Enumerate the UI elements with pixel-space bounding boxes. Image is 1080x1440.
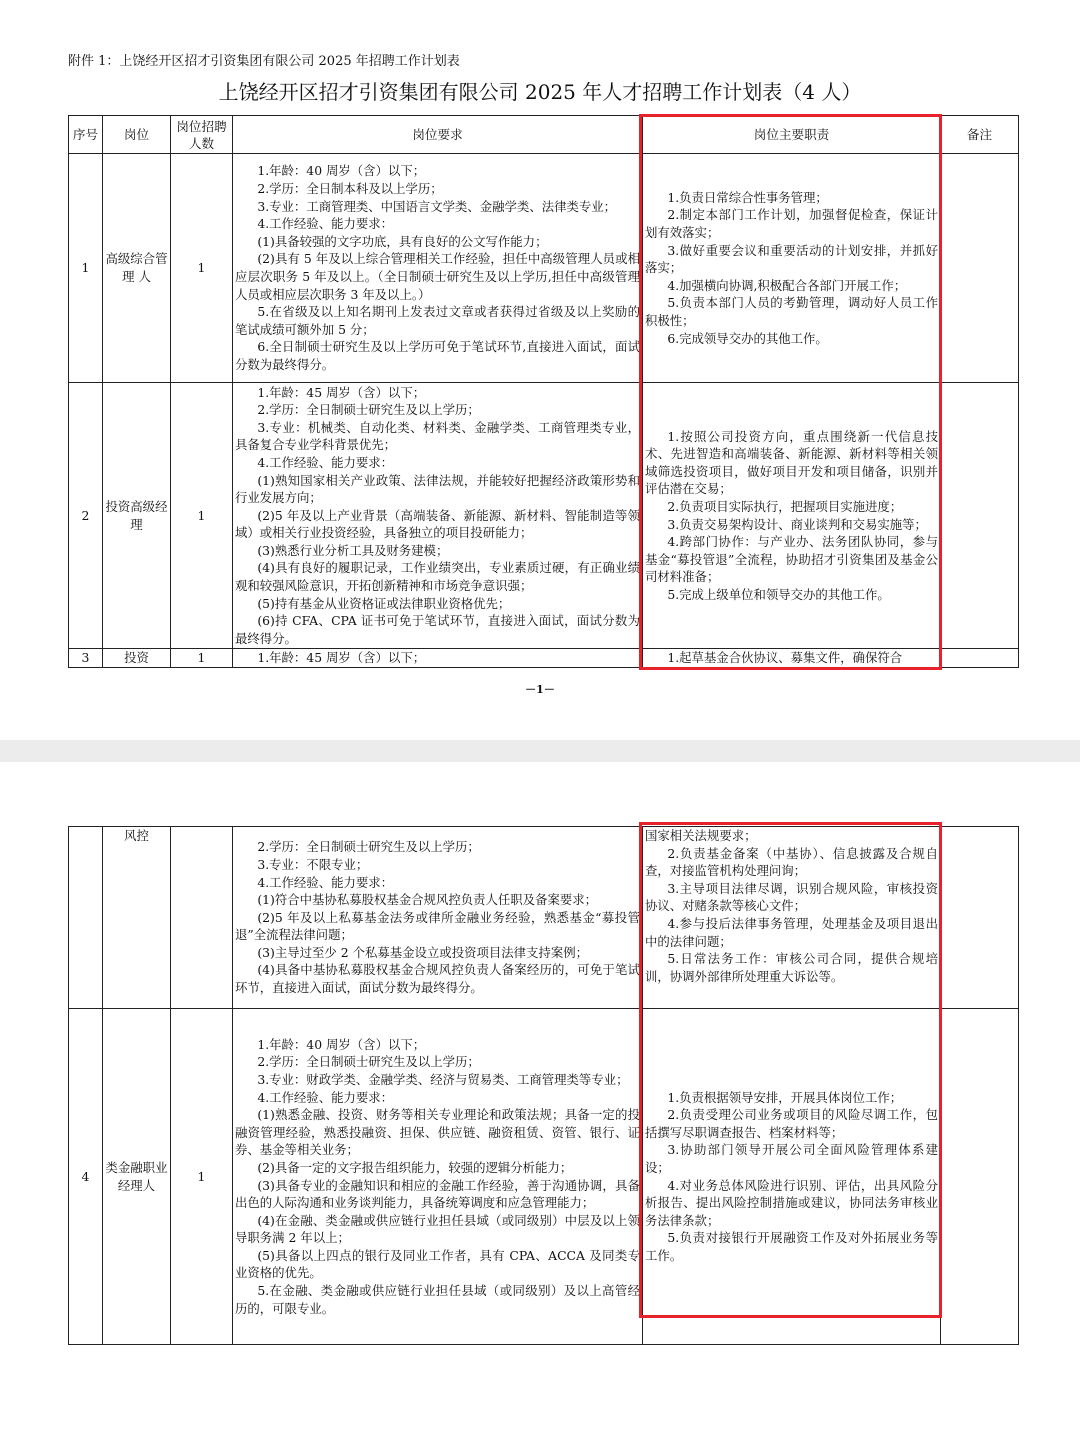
row-remarks (941, 154, 1019, 383)
header-duties: 岗位主要职责 (643, 116, 941, 154)
table-row (69, 154, 1019, 383)
requirement-line: (2)5 年及以上产业背景（高端装备、新能源、新材料、智能制造等领域）或相关行业投资经验，具备独立的项目投研能力； (235, 507, 640, 541)
page-number: －1－ (525, 683, 555, 696)
recruitment-table-page-2 (68, 826, 1019, 1345)
duty-line: 4.参与投后法律事务管理，处理基金及项目退出中的法律问题； (645, 915, 938, 949)
duty-line: 1.负责日常综合性事务管理； (667, 189, 828, 205)
duty-line: 3.主导项目法律尽调，识别合规风险，审核投资协议、对赌条款等核心文件； (645, 880, 938, 914)
header-requirements: 岗位要求 (233, 116, 643, 154)
duty-line: 1.负责根据领导安排，开展具体岗位工作； (667, 1089, 903, 1105)
row-post: 类金融职业经理人 (103, 1009, 171, 1345)
row-remarks (941, 649, 1019, 668)
requirement-line: (2)具备一定的文字报告组织能力，较强的逻辑分析能力； (257, 1159, 573, 1175)
row-seq (69, 827, 103, 1009)
requirement-line: (1)熟知国家相关产业政策、法律法规，并能较好把握经济政策形势和行业发展方向； (235, 472, 640, 506)
row-duties (643, 383, 941, 649)
table-row (69, 1009, 1019, 1345)
requirement-line: (4)具有良好的履职记录，工作业绩突出，专业素质过硬，有正确业绩观和较强风险意识，开拓创新精神和市场竞争意识强； (235, 560, 640, 594)
document-title: 上饶经开区招才引资集团有限公司 2025 年人才招聘工作计划表（4 人） (218, 80, 862, 104)
duty-line: 5.负责本部门人员的考勤管理，调动好人员工作积极性； (645, 295, 938, 328)
row-post: 投资高级经理 (103, 383, 171, 649)
duty-line: 2.负责基金备案（中基协）、信息披露及合规自查，对接监管机构处理问询； (645, 845, 938, 879)
row-count: 1 (171, 383, 233, 649)
requirement-line: 3.专业：机械类、自动化类、材料类、金融学类、工商管理类专业，具备复合专业学科背景优先； (235, 419, 640, 453)
duty-line: 3.负责交易架构设计、商业谈判和交易实施等； (667, 516, 927, 532)
row-duties (643, 827, 941, 1009)
requirement-line: 4.工作经验、能力要求： (257, 454, 394, 470)
requirement-line: (2)5 年及以上私募基金法务或律所金融业务经验，熟悉基金“募投管退”全流程法律问题； (235, 909, 640, 943)
requirement-line: 3.专业：财政学类、金融学类、经济与贸易类、工商管理类等专业； (257, 1071, 629, 1087)
duty-line: 2.负责受理公司业务或项目的风险尽调工作，包括撰写尽职调查报告、档案材料等； (645, 1107, 938, 1140)
document-page-2 (0, 762, 1080, 1440)
requirement-line: (1)符合中基协私募股权基金合规风控负责人任职及备案要求； (257, 892, 598, 908)
requirement-line: 2.学历：全日制本科及以上学历； (257, 181, 443, 197)
requirement-line: (3)具备专业的金融知识和相应的金融工作经验，善于沟通协调，具备出色的人际沟通和业务谈判能力，具备统筹调度和应急管理能力； (235, 1177, 640, 1211)
table-row (69, 649, 1019, 668)
row-post: 风控 (103, 827, 171, 1009)
duty-line: 5.负责对接银行开展融资工作及对外拓展业务等工作。 (645, 1230, 938, 1263)
duty-line: 3.协助部门领导开展公司全面风险管理体系建设； (645, 1142, 938, 1175)
requirement-line: 2.学历：全日制硕士研究生及以上学历； (257, 402, 480, 418)
row-duties (643, 1009, 941, 1345)
row-remarks (941, 827, 1019, 1009)
row-count: 1 (171, 154, 233, 383)
row-count: 1 (171, 1009, 233, 1345)
row-duties (643, 154, 941, 383)
row-requirements (233, 383, 643, 649)
row-requirements (233, 827, 643, 1009)
requirement-line: (1)具备较强的文字功底，具有良好的公文写作能力； (257, 233, 548, 249)
requirement-line: (3)主导过至少 2 个私募基金设立或投资项目法律支持案例； (257, 944, 588, 960)
requirement-line: 6.全日制硕士研究生及以上学历可免于笔试环节,直接进入面试，面试分数为最终得分。 (235, 339, 640, 372)
requirement-line: 1.年龄：40 周岁（含）以下； (257, 163, 426, 179)
row-post: 高级综合管 理 人 (103, 154, 171, 383)
duty-line: 5.完成上级单位和领导交办的其他工作。 (667, 586, 890, 602)
row-seq: 4 (69, 1009, 103, 1345)
requirement-line: 3.专业：工商管理类、中国语言文学类、金融学类、法律类专业； (257, 198, 617, 214)
page-gap (0, 740, 1080, 762)
requirement-line: 3.专业：不限专业； (257, 856, 369, 872)
row-post: 投资 (103, 649, 171, 668)
requirement-line: (6)持 CFA、CPA 证书可免于笔试环节，直接进入面试，面试分数为最终得分。 (235, 613, 640, 646)
requirement-line: 5.在省级及以上知名期刊上发表过文章或者获得过省级及以上奖励的笔试成绩可额外加 5 分； (235, 304, 640, 337)
duty-line: 6.完成领导交办的其他工作。 (667, 330, 828, 346)
recruitment-table-page-1 (68, 115, 1019, 668)
row-seq: 2 (69, 383, 103, 649)
row-requirements (233, 649, 643, 668)
duty-line: 1.起草基金合伙协议、募集文件，确保符合 (667, 650, 903, 665)
header-seq: 序号 (69, 116, 103, 154)
header-post: 岗位 (103, 116, 171, 154)
row-duties (643, 649, 941, 668)
requirement-line: (5)具备以上四点的银行及同业工作者，具有 CPA、ACCA 及同类专业资格的优先。 (235, 1247, 640, 1281)
duty-line: 4.对业务总体风险进行识别、评估，出具风险分析报告、提出风险控制措施或建议，协同法务审核业务法律条款； (645, 1177, 938, 1228)
row-count: 1 (171, 649, 233, 668)
duty-line: 1.按照公司投资方向，重点围绕新一代信息技术、先进智造和高端装备、新能源、新材料等相关领域筛选投资项目，做好项目开发和项目储备，识别并评估潜在交易； (645, 428, 938, 497)
requirement-line: (2)具有 5 年及以上综合管理相关工作经验，担任中高级管理人员或相应层次职务 5 年及以上。（全日制硕士研究生及以上学历,担任中高级管理人员或相应层次职务 3 年及以上。） (235, 251, 640, 302)
requirement-line: 2.学历：全日制硕士研究生及以上学历； (257, 1054, 480, 1070)
duty-line: 5.日常法务工作：审核公司合同，提供合规培训，协调外部律所处理重大诉讼等。 (645, 951, 938, 984)
annex-line: 附件 1：上饶经开区招才引资集团有限公司 2025 年招聘工作计划表 (68, 54, 460, 69)
requirement-line: (4)在金融、类金融或供应链行业担任县域（或同级别）中层及以上领导职务满 2 年以上； (235, 1212, 640, 1246)
row-seq: 1 (69, 154, 103, 383)
requirement-line: 1.年龄：45 周岁（含）以下； (257, 384, 426, 400)
table-row (69, 383, 1019, 649)
row-seq: 3 (69, 649, 103, 668)
requirement-line: (1)熟悉金融、投资、财务等相关专业理论和政策法规；具备一定的投融资管理经验，熟悉投融资、担保、供应链、融资租赁、资管、银行、证券、基金等相关业务； (235, 1107, 640, 1158)
row-requirements (233, 1009, 643, 1345)
requirement-line: (5)持有基金从业资格证或法律职业资格优先； (257, 595, 511, 611)
requirement-line: (4)具备中基协私募股权基金合规风控负责人备案经历的，可免于笔试环节，直接进入面试，面试分数为最终得分。 (235, 962, 640, 996)
duty-line: 3.做好重要会议和重要活动的计划安排，并抓好落实； (645, 242, 938, 276)
requirement-line: 2.学历：全日制硕士研究生及以上学历； (257, 839, 480, 855)
table-row (69, 827, 1019, 1009)
row-remarks (941, 1009, 1019, 1345)
duty-line: 2.制定本部门工作计划，加强督促检查，保证计划有效落实； (645, 207, 938, 241)
row-remarks (941, 383, 1019, 649)
duty-line: 国家相关法规要求； (645, 828, 757, 843)
duty-line: 4.跨部门协作：与产业办、法务团队协同，参与基金“募投管退”全流程，协助招才引资集团及基金公司材料准备； (645, 534, 938, 585)
requirement-line: 4.工作经验、能力要求： (257, 1089, 394, 1105)
requirement-line: 1.年龄：45 周岁（含）以下； (257, 650, 426, 665)
requirement-line: 4.工作经验、能力要求： (257, 874, 394, 890)
row-requirements (233, 154, 643, 383)
requirement-line: (3)熟悉行业分析工具及财务建模； (257, 542, 449, 558)
requirement-line: 5.在金融、类金融或供应链行业担任县域（或同级别）及以上高管经历的，可限专业。 (235, 1283, 640, 1316)
duty-line: 4.加强横向协调,积极配合各部门开展工作； (667, 277, 907, 293)
header-count: 岗位招聘人数 (171, 116, 233, 154)
header-remarks: 备注 (941, 116, 1019, 154)
requirement-line: 4.工作经验、能力要求： (257, 216, 394, 232)
table-header-row (69, 116, 1019, 154)
row-count (171, 827, 233, 1009)
requirement-line: 1.年龄：40 周岁（含）以下； (257, 1036, 426, 1052)
duty-line: 2.负责项目实际执行，把握项目实施进度； (667, 498, 903, 514)
